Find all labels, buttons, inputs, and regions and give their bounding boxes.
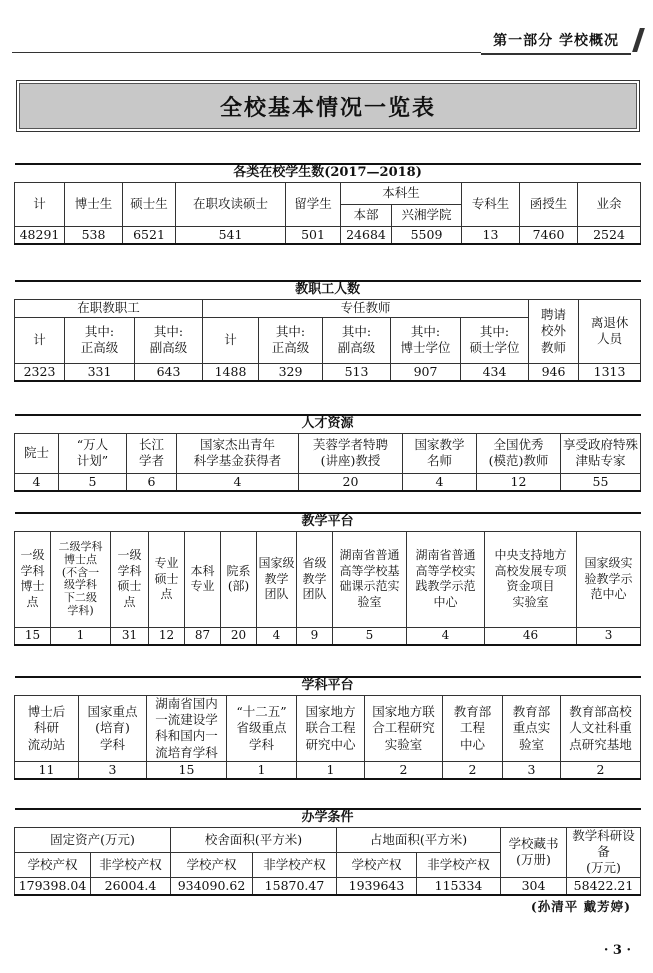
value-cell: 3 — [503, 761, 561, 779]
value-cell: 1 — [227, 761, 297, 779]
value-cell: 4 — [403, 473, 477, 491]
value-cell: 11 — [15, 761, 79, 779]
discipline-header-cell: 国家地方 联合工程 研究中心 — [297, 695, 365, 761]
talent-header-cell: 全国优秀 (模范)教师 — [477, 433, 561, 473]
value-cell: 4 — [15, 473, 59, 491]
staff-senior2-header: 其中: 正高级 — [259, 317, 323, 363]
talent-header-cell: 芙蓉学者特聘 (讲座)教授 — [299, 433, 403, 473]
value-cell: 3 — [79, 761, 147, 779]
value-cell: 2 — [561, 761, 641, 779]
discipline-header-cell: 教育部 重点实 验室 — [503, 695, 561, 761]
students-caption: 各类在校学生数(2017—2018) — [15, 164, 641, 182]
value-cell: 9 — [297, 627, 333, 645]
discipline-header-cell: 湖南省国内 一流建设学 科和国内一 流培育学科 — [147, 695, 227, 761]
value-cell: 934090.62 — [171, 877, 253, 895]
value-cell: 331 — [65, 363, 135, 381]
value-cell: 1939643 — [337, 877, 417, 895]
value-cell: 5 — [333, 627, 407, 645]
conditions-sub-header: 非学校产权 — [253, 852, 337, 877]
students-phd-header: 博士生 — [65, 182, 123, 226]
conditions-sub-header: 非学校产权 — [91, 852, 171, 877]
value-cell: 115334 — [417, 877, 501, 895]
value-cell: 4 — [407, 627, 485, 645]
value-cell: 31 — [111, 627, 149, 645]
value-cell: 15 — [147, 761, 227, 779]
teaching-header-cell: 中央支持地方 高校发展专项 资金项目 实验室 — [485, 531, 577, 627]
value-cell: 1 — [297, 761, 365, 779]
value-cell: 46 — [485, 627, 577, 645]
students-undergrad-header: 本科生 — [341, 182, 462, 204]
conditions-caption: 办学条件 — [15, 809, 641, 827]
conditions-sub-header: 学校产权 — [15, 852, 91, 877]
students-foreign-header: 留学生 — [286, 182, 341, 226]
value-cell: 4 — [177, 473, 299, 491]
students-parttime-header: 业余 — [578, 182, 641, 226]
teaching-caption: 教学平台 — [15, 513, 641, 531]
value-cell: 2 — [365, 761, 443, 779]
conditions-table — [14, 808, 641, 896]
value-cell: 434 — [461, 363, 529, 381]
value-cell: 2323 — [15, 363, 65, 381]
value-cell: 15 — [15, 627, 51, 645]
value-cell: 2524 — [578, 226, 641, 244]
talent-caption: 人才资源 — [15, 415, 641, 433]
teaching-header-cell: 国家级 教学 团队 — [257, 531, 297, 627]
value-cell: 15870.47 — [253, 877, 337, 895]
students-master-header: 硕士生 — [123, 182, 176, 226]
value-cell: 1488 — [203, 363, 259, 381]
students-xingxiang-header: 兴湘学院 — [392, 204, 462, 226]
talent-header-cell: 国家教学 名师 — [403, 433, 477, 473]
teaching-header-cell: 省级 教学 团队 — [297, 531, 333, 627]
value-cell: 643 — [135, 363, 203, 381]
discipline-caption: 学科平台 — [15, 677, 641, 695]
value-cell: 3 — [577, 627, 641, 645]
staff-external-header: 聘请 校外 教师 — [529, 299, 579, 363]
value-cell: 12 — [149, 627, 185, 645]
discipline-header-cell: 博士后 科研 流动站 — [15, 695, 79, 761]
staff-vice-senior-header: 其中: 副高级 — [135, 317, 203, 363]
teaching-header-cell: 一级 学科 博士 点 — [15, 531, 51, 627]
value-cell: 541 — [176, 226, 286, 244]
staff-senior-header: 其中: 正高级 — [65, 317, 135, 363]
value-cell: 2 — [443, 761, 503, 779]
conditions-equipment-header: 教学科研设备 (万元) — [567, 827, 641, 877]
teaching-header-cell: 二级学科 博士点 (不含一 级学科 下二级 学科) — [51, 531, 111, 627]
conditions-sub-header: 非学校产权 — [417, 852, 501, 877]
discipline-table — [14, 676, 641, 780]
teaching-header-cell: 国家级实 验教学示 范中心 — [577, 531, 641, 627]
teaching-header-cell: 湖南省普通 高等学校实 践教学示范 中心 — [407, 531, 485, 627]
conditions-land-area-header: 占地面积(平方米) — [337, 827, 501, 852]
value-cell: 538 — [65, 226, 123, 244]
discipline-header-cell: “十二五” 省级重点 学科 — [227, 695, 297, 761]
value-cell: 87 — [185, 627, 221, 645]
value-cell: 1 — [51, 627, 111, 645]
teaching-header-cell: 本科 专业 — [185, 531, 221, 627]
discipline-header-cell: 国家重点 (培育) 学科 — [79, 695, 147, 761]
value-cell: 946 — [529, 363, 579, 381]
value-cell: 513 — [323, 363, 391, 381]
staff-fulltime-header: 专任教师 — [203, 299, 529, 317]
conditions-building-area-header: 校舍面积(平方米) — [171, 827, 337, 852]
value-cell: 304 — [501, 877, 567, 895]
value-cell: 5509 — [392, 226, 462, 244]
value-cell: 7460 — [520, 226, 578, 244]
conditions-sub-header: 学校产权 — [337, 852, 417, 877]
talent-header-cell: “万人 计划” — [59, 433, 127, 473]
talent-header-cell: 享受政府特殊 津贴专家 — [561, 433, 641, 473]
value-cell: 20 — [299, 473, 403, 491]
staff-table — [14, 280, 641, 382]
teaching-table — [14, 512, 641, 646]
page-title-box — [16, 80, 640, 132]
value-cell: 26004.4 — [91, 877, 171, 895]
staff-master-degree-header: 其中: 硕士学位 — [461, 317, 529, 363]
conditions-books-header: 学校藏书 (万册) — [501, 827, 567, 877]
staff-phd-degree-header: 其中: 博士学位 — [391, 317, 461, 363]
value-cell: 907 — [391, 363, 461, 381]
talent-header-cell: 长江 学者 — [127, 433, 177, 473]
value-cell: 13 — [462, 226, 520, 244]
value-cell: 6521 — [123, 226, 176, 244]
students-table — [14, 163, 641, 245]
staff-total-header: 计 — [15, 317, 65, 363]
author-signature: (孙清平 戴芳婷) — [530, 899, 631, 914]
value-cell: 179398.04 — [15, 877, 91, 895]
students-correspondence-header: 函授生 — [520, 182, 578, 226]
header-slash-mark — [632, 28, 645, 52]
talent-header-cell: 院士 — [15, 433, 59, 473]
teaching-header-cell: 湖南省普通 高等学校基 础课示范实 验室 — [333, 531, 407, 627]
discipline-header-cell: 教育部高校 人文社科重 点研究基地 — [561, 695, 641, 761]
value-cell: 48291 — [15, 226, 65, 244]
value-cell: 4 — [257, 627, 297, 645]
section-label: 第一部分 学校概况 — [481, 30, 631, 55]
running-header — [12, 26, 641, 54]
value-cell: 12 — [477, 473, 561, 491]
talent-header-cell: 国家杰出青年 科学基金获得者 — [177, 433, 299, 473]
staff-total2-header: 计 — [203, 317, 259, 363]
value-cell: 20 — [221, 627, 257, 645]
students-junior-header: 专科生 — [462, 182, 520, 226]
page-number: · 3 · — [603, 943, 631, 958]
value-cell: 329 — [259, 363, 323, 381]
discipline-header-cell: 国家地方联 合工程研究 实验室 — [365, 695, 443, 761]
teaching-header-cell: 专业 硕士 点 — [149, 531, 185, 627]
staff-onjob-header: 在职教职工 — [15, 299, 203, 317]
value-cell: 58422.21 — [567, 877, 641, 895]
students-main-header: 本部 — [341, 204, 392, 226]
talent-table — [14, 414, 641, 492]
staff-vice-senior2-header: 其中: 副高级 — [323, 317, 391, 363]
conditions-fixed-assets-header: 固定资产(万元) — [15, 827, 171, 852]
students-total-header: 计 — [15, 182, 65, 226]
discipline-header-cell: 教育部 工程 中心 — [443, 695, 503, 761]
value-cell: 24684 — [341, 226, 392, 244]
staff-retired-header: 离退休 人员 — [579, 299, 641, 363]
page-title: 全校基本情况一览表 — [219, 94, 436, 121]
value-cell: 1313 — [579, 363, 641, 381]
staff-caption: 教职工人数 — [15, 281, 641, 299]
students-inservice-header: 在职攻读硕士 — [176, 182, 286, 226]
teaching-header-cell: 一级 学科 硕士 点 — [111, 531, 149, 627]
value-cell: 6 — [127, 473, 177, 491]
teaching-header-cell: 院系 (部) — [221, 531, 257, 627]
conditions-sub-header: 学校产权 — [171, 852, 253, 877]
value-cell: 55 — [561, 473, 641, 491]
value-cell: 5 — [59, 473, 127, 491]
value-cell: 501 — [286, 226, 341, 244]
